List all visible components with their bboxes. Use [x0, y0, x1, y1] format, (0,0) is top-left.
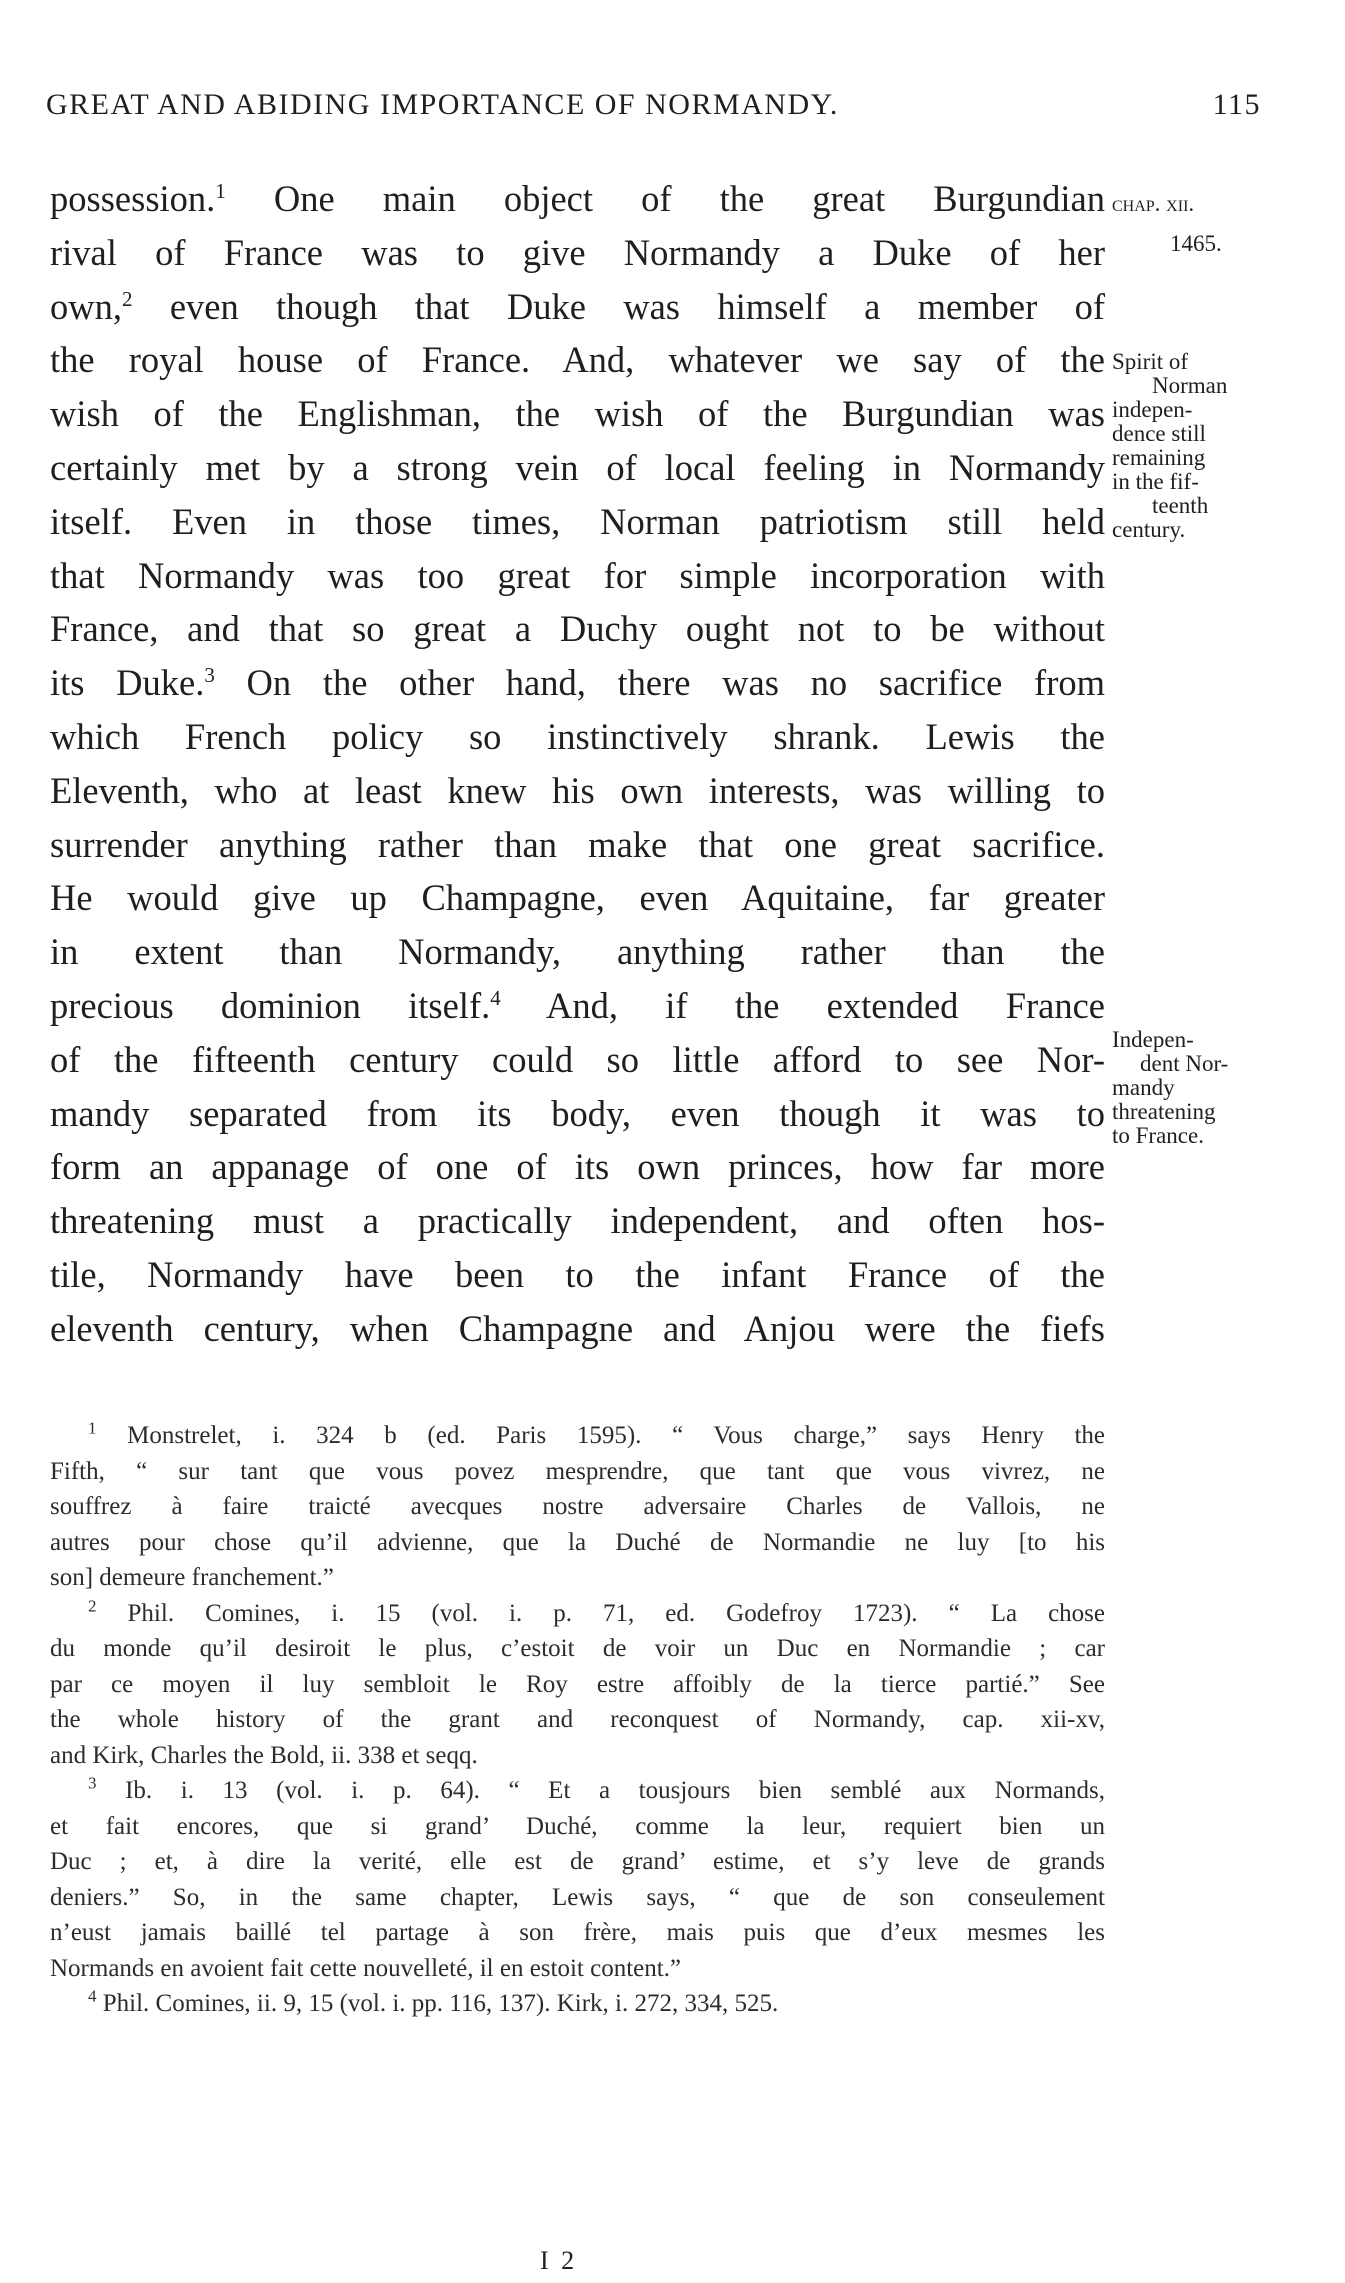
footnote-text: Duc ; et, à dire la verité, elle est de grand’ estime, et s’y leve de grands: [50, 1848, 1105, 1875]
footnote-ref: 2: [121, 286, 133, 311]
page-number: 115: [1212, 88, 1261, 121]
footnote-line: [50, 1418, 1105, 1454]
body-line: [50, 656, 1105, 710]
body-line-text: in extent than Normandy, anything rather than the: [50, 931, 1105, 973]
body-line-text: even though that Duke was himself a member of: [132, 285, 1105, 327]
signature-mark: I 2: [540, 2246, 578, 2275]
margin-note-line: in the fif-: [1112, 469, 1199, 494]
footnote-line: [50, 1702, 1105, 1738]
footnote-line: [50, 1773, 1105, 1809]
footnote: [50, 1418, 1105, 1596]
footnote-line: [50, 1667, 1105, 1703]
body-line-text: its Duke.: [50, 662, 205, 704]
body-line-text: own,: [50, 285, 122, 327]
body-line-text: form an appanage of one of its own princes, how far more: [50, 1146, 1105, 1188]
body-line: [50, 441, 1105, 495]
footnote-text: Phil. Comines, i. 15 (vol. i. p. 71, ed. Godefroy 1723). “ La chose: [127, 1599, 1105, 1627]
body-line-text: which French policy so instinctively shrank. Lewis the: [50, 715, 1105, 757]
margin-note-line: chap. xii.: [1112, 191, 1195, 216]
margin-note-line: threatening: [1112, 1099, 1216, 1124]
footnote-line: [50, 1951, 1105, 1987]
footnote-line: [50, 1915, 1105, 1951]
body-line: [50, 1194, 1105, 1248]
body-line: [50, 495, 1105, 549]
footnote-line: [50, 1631, 1105, 1667]
body-line: [50, 925, 1105, 979]
footnote-line: [50, 1844, 1105, 1880]
footnote-text: Normands en avoient fait cette nouvelleté, il en estoit content.”: [50, 1954, 682, 1982]
body-line-text: And, if the extended France: [500, 984, 1106, 1026]
body-line: [50, 818, 1105, 872]
body-line: [50, 710, 1105, 764]
footnote-line: [50, 1738, 1105, 1774]
footnote-line: [50, 1809, 1105, 1845]
body-line: [50, 549, 1105, 603]
footnote-text: son] demeure franchement.”: [50, 1564, 334, 1591]
footnote-marker: 1: [88, 1418, 97, 1438]
margin-note-line: to France.: [1112, 1123, 1204, 1148]
footnote-text: du monde qu’il desiroit le plus, c’estoit de voir un Duc en Normandie ; car: [50, 1635, 1105, 1662]
footnote-line: [50, 1560, 1105, 1596]
footnote-text: Monstrelet, i. 324 b (ed. Paris 1595). “ Vous charge,” says Henry the: [127, 1422, 1106, 1449]
body-line-text: itself. Even in those times, Norman patriotism still held: [50, 500, 1105, 542]
margin-note-line: 1465.: [1170, 231, 1222, 256]
footnote-marker: 2: [88, 1596, 97, 1616]
footnote-text: autres pour chose qu’il advienne, que la Duché de Normandie ne luy [to his: [50, 1528, 1105, 1556]
margin-note-line: remaining: [1112, 445, 1206, 470]
body-line-text: rival of France was to give Normandy a Duke of her: [50, 231, 1105, 273]
footnotes: [50, 1418, 1105, 2022]
body-line: [50, 1302, 1105, 1356]
footnote-line: [50, 1986, 1105, 2022]
margin-note-line: Spirit of: [1112, 349, 1189, 374]
body-line-text: On the other hand, there was no sacrifice from: [214, 662, 1106, 704]
body-line: [50, 280, 1105, 334]
body-line-text: certainly met by a strong vein of local feeling in Normandy: [50, 446, 1105, 488]
body-line: [50, 602, 1105, 656]
body-line: [50, 979, 1105, 1033]
body-line-text: eleventh century, when Champagne and Anjou were the fiefs: [50, 1307, 1105, 1349]
footnote-text: Ib. i. 13 (vol. i. p. 64). “ Et a tousjours bien semblé aux Normands,: [125, 1777, 1106, 1804]
footnote: [50, 1596, 1105, 1774]
body-line-text: precious dominion itself.: [50, 984, 491, 1026]
margin-note-threat: [1112, 1028, 1272, 1148]
body-line-text: surrender anything rather than make that one great sacrifice.: [50, 823, 1105, 865]
footnote-ref: 1: [215, 178, 226, 203]
footnote-text: the whole history of the grant and reconquest of Normandy, cap. xii-xv,: [50, 1706, 1105, 1733]
margin-note-chapter: [1112, 192, 1272, 256]
footnote-ref: 3: [204, 663, 215, 688]
body-line-text: the royal house of France. And, whatever we say of the: [50, 339, 1105, 381]
footnote-text: et fait encores, que si grand’ Duché, comme la leur, requiert bien un: [50, 1812, 1105, 1840]
margin-note-spirit: [1112, 350, 1272, 542]
body-line: [50, 387, 1105, 441]
footnote-line: [50, 1489, 1105, 1525]
body-line: [50, 226, 1105, 280]
body-line: [50, 1087, 1105, 1141]
footnote-text: deniers.” So, in the same chapter, Lewis says, “ que de son conseulement: [50, 1883, 1105, 1911]
footnote-marker: 4: [88, 1986, 97, 2006]
body-line-text: tile, Normandy have been to the infant France of the: [50, 1253, 1105, 1295]
body-line: [50, 1248, 1105, 1302]
body-line-text: wish of the Englishman, the wish of the Burgundian was: [50, 393, 1105, 435]
footnote-text: Fifth, “ sur tant que vous povez mesprendre, que tant que vous vivrez, ne: [50, 1457, 1105, 1485]
body-line: [50, 1033, 1105, 1087]
margin-note-line: dence still: [1112, 421, 1206, 446]
footnote-line: [50, 1880, 1105, 1916]
footnote-text: n’eust jamais baillé tel partage à son frère, mais puis que d’eux mesmes les: [50, 1919, 1105, 1946]
footnote-line: [50, 1525, 1105, 1561]
body-line-text: mandy separated from its body, even though it was to: [50, 1092, 1105, 1134]
footnote-line: [50, 1454, 1105, 1490]
body-line-text: Eleventh, who at least knew his own interests, was willing to: [50, 769, 1105, 811]
body-line: [50, 1140, 1105, 1194]
footnote: [50, 1773, 1105, 1986]
margin-note-line: mandy: [1112, 1075, 1175, 1100]
footnote-marker: 3: [88, 1773, 97, 1793]
body-line-text: of the fifteenth century could so little afford to see Nor-: [50, 1038, 1105, 1080]
body-line-text: One main object of the great Burgundian: [225, 178, 1105, 219]
margin-note-line: Norman: [1152, 373, 1228, 398]
body-line: [50, 764, 1105, 818]
body-line-text: threatening must a practically independent, and often hos-: [50, 1200, 1105, 1242]
margin-note-line: indepen-: [1112, 397, 1193, 422]
body-line-text: that Normandy was too great for simple incorporation with: [50, 554, 1105, 596]
footnote-text: and Kirk, Charles the Bold, ii. 338 et seqq.: [50, 1741, 478, 1769]
footnote: [50, 1986, 1105, 2022]
body-line-text: He would give up Champagne, even Aquitaine, far greater: [50, 877, 1105, 919]
footnote-text: Phil. Comines, ii. 9, 15 (vol. i. pp. 116, 137). Kirk, i. 272, 334, 525.: [102, 1990, 779, 2017]
body-text: [50, 172, 1105, 1356]
page-header-title: GREAT AND ABIDING IMPORTANCE OF NORMANDY.: [46, 88, 839, 121]
margin-note-line: dent Nor-: [1140, 1051, 1229, 1076]
margin-note-line: teenth: [1152, 493, 1209, 518]
body-line: [50, 333, 1105, 387]
body-line-text: possession.: [50, 178, 216, 219]
footnote-ref: 4: [490, 985, 501, 1010]
running-head: [46, 88, 1261, 138]
margin-note-line: century.: [1112, 517, 1186, 542]
body-line: [50, 172, 1105, 226]
footnote-text: souffrez à faire traicté avecques nostre adversaire Charles de Vallois, ne: [50, 1493, 1105, 1520]
footnote-text: par ce moyen il luy sembloit le Roy estre affoibly de la tierce partié.” See: [50, 1670, 1105, 1698]
margin-note-line: Indepen-: [1112, 1027, 1194, 1052]
body-line: [50, 871, 1105, 925]
footnote-line: [50, 1596, 1105, 1632]
body-line-text: France, and that so great a Duchy ought not to be without: [50, 608, 1105, 650]
